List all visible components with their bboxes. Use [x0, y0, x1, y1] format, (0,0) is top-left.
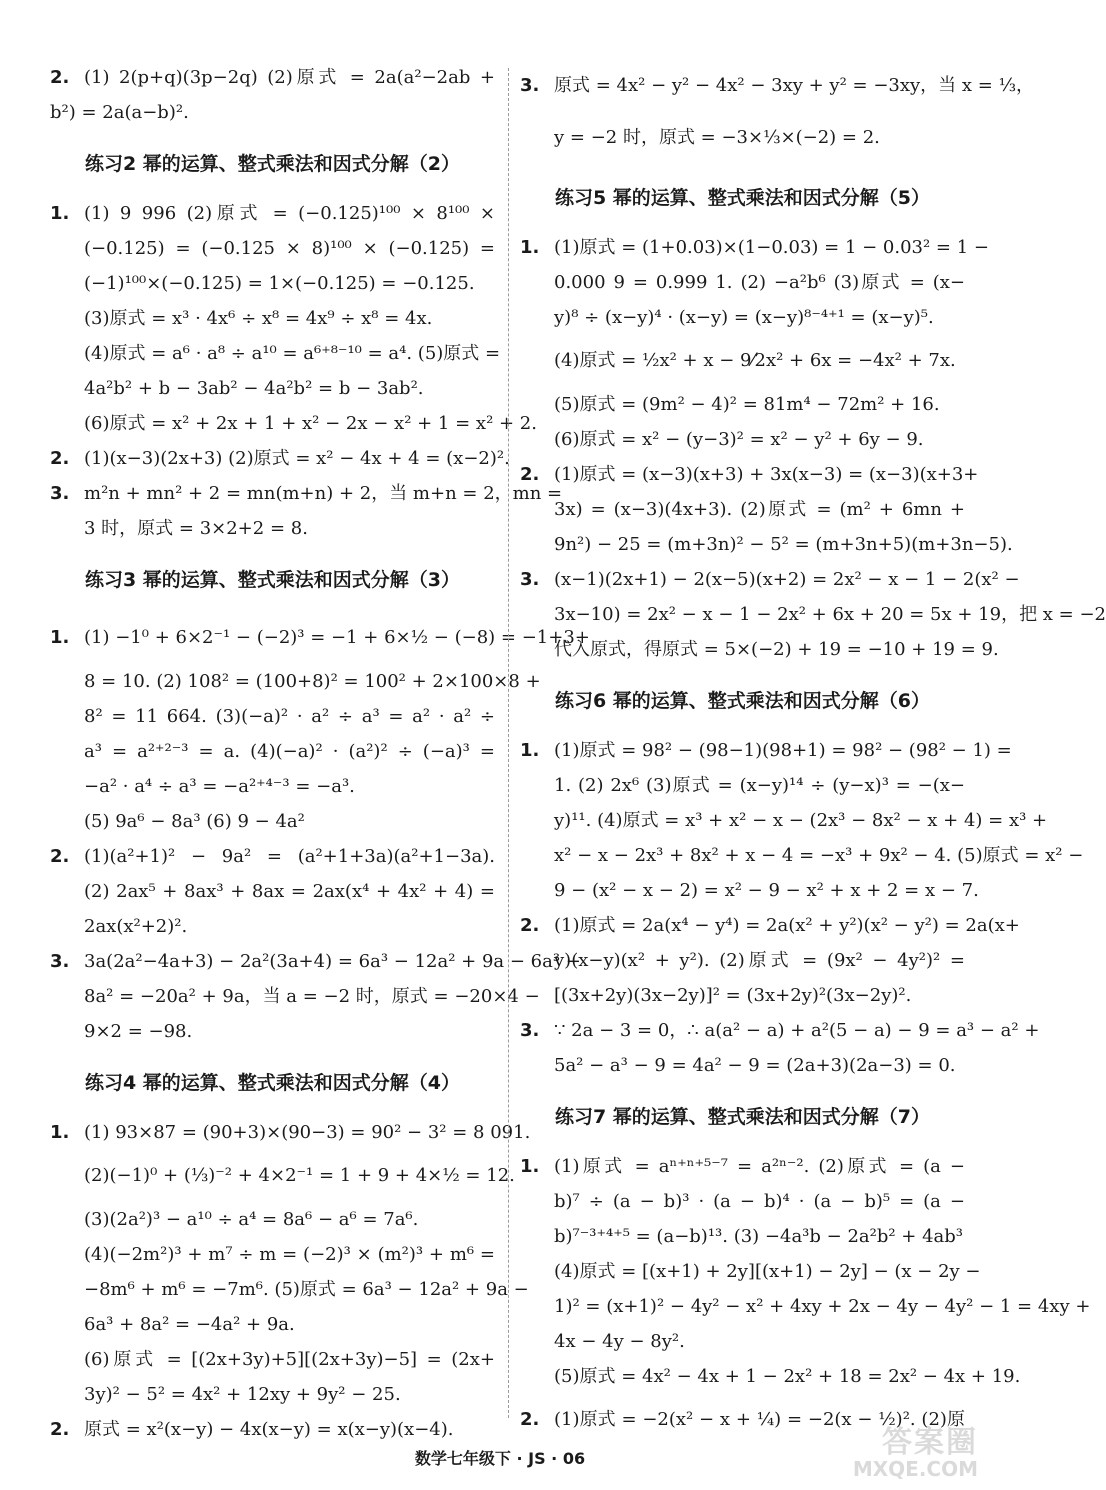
section-heading: 练习5 幂的运算、整式乘法和因式分解（5）	[554, 187, 931, 209]
answer-line	[520, 112, 965, 164]
answer-line	[520, 1219, 965, 1254]
answer-line	[520, 803, 1048, 838]
answer-text: −8m⁶ + m⁶ = −7m⁶. (5)原式 = 6a³ − 12a² + 9a −	[84, 1279, 529, 1300]
column-divider	[508, 68, 509, 1418]
answer-line	[50, 874, 495, 909]
answer-text: a³ = a²⁺²⁻³ = a. (4)(−a)² · (a²)² ÷ (−a)³ =	[84, 741, 495, 762]
answer-text: −a² · a⁴ ÷ a³ = −a²⁺⁴⁻³ = −a³.	[84, 776, 355, 797]
answer-line	[50, 301, 495, 336]
answer-item	[520, 908, 1020, 943]
answer-text: 3x−10) = 2x² − x − 1 − 2x² + 6x + 20 = 5x + 19，把 x = −2	[554, 604, 1106, 625]
question-number: 3.	[520, 1020, 540, 1041]
answer-text: y)(x−y)(x² + y²). (2)原式 = (9x² − 4y²)² =	[554, 950, 965, 971]
answer-text: y = −2 时，原式 = −3×⅓×(−2) = 2.	[554, 127, 880, 148]
answer-line	[50, 734, 495, 769]
question-number: 3.	[50, 483, 70, 504]
answer-text: (1) −1⁰ + 6×2⁻¹ − (−2)³ = −1 + 6×½ − (−8) = −1+3+	[84, 627, 590, 648]
answer-text: (6)原式 = x² + 2x + 1 + x² − 2x − x² + 1 = x² + 2.	[84, 413, 537, 434]
question-number: 1.	[520, 237, 540, 258]
answer-text: (2) 2ax⁵ + 8ax³ + 8ax = 2ax(x⁴ + 4x² + 4) =	[84, 881, 495, 902]
answer-text: (3)(2a²)³ − a¹⁰ ÷ a⁴ = 8a⁶ − a⁶ = 7a⁶.	[84, 1209, 419, 1230]
answer-text: (3)原式 = x³ · 4x⁶ ÷ x⁸ = 4x⁹ ÷ x⁸ = 4x.	[84, 308, 433, 329]
answer-text: 原式 = x²(x−y) − 4x(x−y) = x(x−y)(x−4).	[84, 1419, 454, 1440]
answer-text: 9 − (x² − x − 2) = x² − 9 − x² + x + 2 = x − 7.	[554, 880, 979, 901]
answer-line	[520, 978, 965, 1013]
answer-item	[50, 196, 495, 231]
question-number: 1.	[50, 203, 70, 224]
question-number: 3.	[50, 951, 70, 972]
answer-text: ∵ 2a − 3 = 0，∴ a(a² − a) + a²(5 − a) − 9 = a³ − a² +	[554, 1020, 1040, 1041]
question-number: 1.	[50, 1122, 70, 1143]
answer-line	[50, 95, 495, 130]
answer-line	[50, 1307, 495, 1342]
section-heading: 练习2 幂的运算、整式乘法和因式分解（2）	[84, 153, 461, 175]
answer-text: 5a² − a³ − 9 = 4a² − 9 = (2a+3)(2a−3) = 0.	[554, 1055, 956, 1076]
answer-text: 1)² = (x+1)² − 4y² − x² + 4xy + 2x − 4y − 4y² − 1 = 4xy +	[554, 1296, 1091, 1317]
answer-item	[50, 1115, 531, 1150]
question-number: 1.	[520, 1156, 540, 1177]
answer-line	[50, 1014, 495, 1049]
answer-item	[50, 839, 495, 874]
answer-text: (5) 9a⁶ − 8a³ (6) 9 − 4a²	[84, 811, 305, 832]
answer-text: 3x) = (x−3)(4x+3). (2)原式 = (m² + 6mn +	[554, 499, 965, 520]
answer-text: (6)原式 = x² − (y−3)² = x² − y² + 6y − 9.	[554, 429, 924, 450]
answer-text: x² − x − 2x³ + 8x² + x − 4 = −x³ + 9x² − 4. (5)原式 = x² −	[554, 845, 1084, 866]
answer-text: (1) 93×87 = (90+3)×(90−3) = 90² − 3² = 8 091.	[84, 1122, 531, 1143]
answer-text: (1)原式 = 98² − (98−1)(98+1) = 98² − (98² − 1) =	[554, 740, 1012, 761]
question-number: 2.	[50, 846, 70, 867]
left-column	[50, 60, 590, 1447]
answer-text: (1)原式 = (x−3)(x+3) + 3x(x−3) = (x−3)(x+3+	[554, 464, 979, 485]
answer-text: (1)原式 = −2(x² − x + ¼) = −2(x − ½)². (2)原	[554, 1409, 965, 1430]
answer-line	[50, 1237, 495, 1272]
answer-line	[50, 406, 537, 441]
answer-line	[520, 300, 965, 335]
answer-item	[520, 733, 1012, 768]
answer-text: 8a² = −20a² + 9a，当 a = −2 时，原式 = −20×4 −	[84, 986, 540, 1007]
question-number: 3.	[520, 569, 540, 590]
answer-line	[520, 943, 965, 978]
answer-line	[50, 804, 495, 839]
answer-line	[520, 632, 999, 667]
section-heading: 练习3 幂的运算、整式乘法和因式分解（3）	[84, 569, 461, 591]
answer-text: 8² = 11 664. (3)(−a)² · a² ÷ a³ = a² · a² ÷	[84, 706, 495, 727]
watermark-text: 答案圈	[882, 1425, 978, 1460]
answer-text: 2ax(x²+2)².	[84, 916, 188, 937]
question-number: 1.	[50, 627, 70, 648]
answer-item	[50, 612, 590, 664]
answer-line	[520, 387, 965, 422]
question-number: 2.	[50, 1419, 70, 1440]
watermark-url: MXQE.COM	[852, 1457, 978, 1481]
answer-item	[520, 1013, 1040, 1048]
answer-text: 3 时，原式 = 3×2+2 = 8.	[84, 518, 308, 539]
answer-line	[50, 1342, 495, 1377]
answer-text: 原式 = 4x² − y² − 4x² − 3xy + y² = −3xy，当 x = ⅓，	[554, 75, 1035, 96]
answer-line	[520, 1289, 1091, 1324]
answer-text: b)⁷ ÷ (a − b)³ · (a − b)⁴ · (a − b)⁵ = (a −	[554, 1191, 965, 1212]
section-heading: 练习7 幂的运算、整式乘法和因式分解（7）	[554, 1106, 931, 1128]
answer-text: (1)原式 = aⁿ⁺ⁿ⁺⁵⁻⁷ = a²ⁿ⁻². (2)原式 = (a −	[554, 1156, 965, 1177]
answer-text: (4)原式 = a⁶ · a⁸ ÷ a¹⁰ = a⁶⁺⁸⁻¹⁰ = a⁴. (5)原式 =	[84, 343, 501, 364]
question-number: 2.	[50, 67, 70, 88]
answer-line	[520, 1324, 965, 1359]
answer-text: b²) = 2a(a−b)².	[50, 102, 189, 123]
answer-item	[520, 60, 1035, 112]
answer-text: 9n²) − 25 = (m+3n)² − 5² = (m+3n+5)(m+3n−5).	[554, 534, 1013, 555]
question-number: 2.	[520, 915, 540, 936]
answer-line	[50, 336, 501, 371]
answer-line	[50, 769, 495, 804]
answer-text: [(3x+2y)(3x−2y)]² = (3x+2y)²(3x−2y)².	[554, 985, 912, 1006]
answer-item	[50, 944, 581, 979]
answer-line	[520, 838, 1084, 873]
answer-line	[520, 527, 1013, 562]
answer-text: (−0.125) = (−0.125 × 8)¹⁰⁰ × (−0.125) =	[84, 238, 495, 259]
answer-text: 4x − 4y − 8y².	[554, 1331, 685, 1352]
answer-text: m²n + mn² + 2 = mn(m+n) + 2，当 m+n = 2，mn =	[84, 483, 563, 504]
answer-item	[50, 441, 510, 476]
answer-line	[50, 979, 540, 1014]
answer-text: (5)原式 = 4x² − 4x + 1 − 2x² + 18 = 2x² − 4x + 19.	[554, 1366, 1021, 1387]
answer-line	[50, 371, 495, 406]
question-number: 2.	[520, 1409, 540, 1430]
answer-line	[50, 1377, 495, 1412]
answer-line	[520, 265, 965, 300]
answer-text: (1) 2(p+q)(3p−2q) (2)原式 = 2a(a²−2ab +	[84, 67, 495, 88]
answer-item	[520, 1149, 965, 1184]
question-number: 2.	[50, 448, 70, 469]
answer-text: (4)原式 = [(x+1) + 2y][(x+1) − 2y] − (x − 2y −	[554, 1261, 981, 1282]
answer-text: (2)(−1)⁰ + (⅓)⁻² + 4×2⁻¹ = 1 + 9 + 4×½ = 12.	[84, 1165, 515, 1186]
answer-item	[50, 476, 563, 511]
answer-line	[50, 664, 541, 699]
answer-text: (4)原式 = ½x² + x − 9⁄2x² + 6x = −4x² + 7x.	[554, 350, 956, 371]
answer-text: 1. (2) 2x⁶ (3)原式 = (x−y)¹⁴ ÷ (y−x)³ = −(x−	[554, 775, 965, 796]
answer-text: 8 = 10. (2) 108² = (100+8)² = 100² + 2×100×8 +	[84, 671, 541, 692]
answer-text: 4a²b² + b − 3ab² − 4a²b² = b − 3ab².	[84, 378, 424, 399]
answer-line	[520, 1359, 1021, 1394]
answer-line	[50, 1150, 515, 1202]
answer-text: 代入原式，得原式 = 5×(−2) + 19 = −10 + 19 = 9.	[554, 639, 999, 660]
answer-line	[520, 335, 965, 387]
section-heading: 练习6 幂的运算、整式乘法和因式分解（6）	[554, 690, 931, 712]
answer-text: (1)原式 = (1+0.03)×(1−0.03) = 1 − 0.03² = 1 −	[554, 237, 989, 258]
question-number: 1.	[520, 740, 540, 761]
answer-line	[520, 597, 1106, 632]
answer-item	[520, 457, 979, 492]
watermark-logo	[828, 1425, 978, 1484]
answer-text: y)⁸ ÷ (x−y)⁴ · (x−y) = (x−y)⁸⁻⁴⁺¹ = (x−y)⁵.	[554, 307, 934, 328]
answer-text: (−1)¹⁰⁰×(−0.125) = 1×(−0.125) = −0.125.	[84, 273, 475, 294]
answer-line	[50, 1202, 495, 1237]
answer-item	[50, 60, 495, 95]
answer-text: 9×2 = −98.	[84, 1021, 193, 1042]
answer-text: (1)(a²+1)² − 9a² = (a²+1+3a)(a²+1−3a).	[84, 846, 495, 867]
answer-text: (1)(x−3)(2x+3) (2)原式 = x² − 4x + 4 = (x−2)².	[84, 448, 510, 469]
section-heading: 练习4 幂的运算、整式乘法和因式分解（4）	[84, 1072, 461, 1094]
answer-text: (1) 9 996 (2)原式 = (−0.125)¹⁰⁰ × 8¹⁰⁰ ×	[84, 203, 495, 224]
answer-line	[520, 422, 965, 457]
answer-line	[50, 511, 495, 546]
answer-line	[520, 1048, 965, 1083]
answer-line	[520, 768, 965, 803]
page-footer: 数学七年级下 · JS · 06	[414, 1449, 586, 1468]
answer-text: 0.000 9 = 0.999 1. (2) −a²b⁶ (3)原式 = (x−	[554, 272, 965, 293]
answer-text: (x−1)(2x+1) − 2(x−5)(x+2) = 2x² − x − 1 − 2(x² −	[554, 569, 1020, 590]
answer-line	[50, 1272, 529, 1307]
question-number: 3.	[520, 75, 540, 96]
answer-text: (6)原式 = [(2x+3y)+5][(2x+3y)−5] = (2x+	[84, 1349, 495, 1370]
right-column	[520, 60, 1106, 1446]
answer-line	[50, 909, 495, 944]
answer-line	[520, 492, 965, 527]
answer-text: (5)原式 = (9m² − 4)² = 81m⁴ − 72m² + 16.	[554, 394, 940, 415]
answer-text: 6a³ + 8a² = −4a² + 9a.	[84, 1314, 295, 1335]
answer-item	[520, 562, 1020, 597]
answer-text: 3a(2a²−4a+3) − 2a²(3a+4) = 6a³ − 12a² + 9a − 6a³ −	[84, 951, 581, 972]
answer-item	[520, 230, 989, 265]
answer-line	[520, 1254, 981, 1289]
answer-text: y)¹¹. (4)原式 = x³ + x² − x − (2x³ − 8x² − x + 4) = x³ +	[554, 810, 1048, 831]
question-number: 2.	[520, 464, 540, 485]
answer-text: (4)(−2m²)³ + m⁷ ÷ m = (−2)³ × (m²)³ + m⁶ =	[84, 1244, 495, 1265]
answer-line	[520, 873, 979, 908]
answer-line	[50, 699, 495, 734]
answer-item	[50, 1412, 495, 1447]
answer-line	[50, 266, 495, 301]
answer-text: 3y)² − 5² = 4x² + 12xy + 9y² − 25.	[84, 1384, 401, 1405]
answer-line	[520, 1184, 965, 1219]
answer-line	[50, 231, 495, 266]
answer-text: (1)原式 = 2a(x⁴ − y⁴) = 2a(x² + y²)(x² − y²) = 2a(x+	[554, 915, 1020, 936]
answer-text: b)⁷⁻³⁺⁴⁺⁵ = (a−b)¹³. (3) −4a³b − 2a²b² + 4ab³	[554, 1226, 964, 1247]
